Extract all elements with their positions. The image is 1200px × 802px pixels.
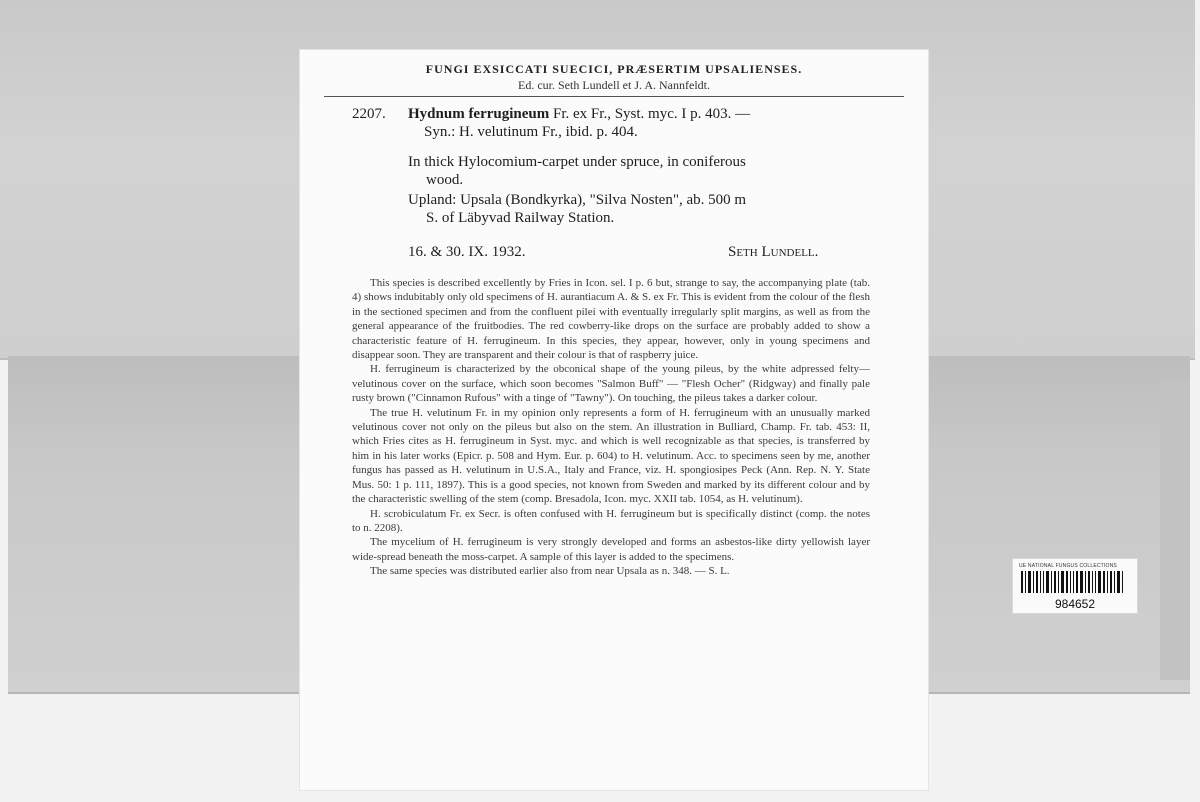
synonym: Syn.: H. velutinum Fr., ibid. p. 404. <box>424 124 638 140</box>
note-paragraph: The same species was distributed earlier also from near Upsala as n. 348. — S. L. <box>370 565 730 578</box>
barcode-label <box>1012 558 1138 614</box>
header-rule <box>324 96 904 97</box>
note-paragraph: The true H. velutinum Fr. in my opinion only represents a form of H. ferrugineum with an unusually marked velutinous cover not only on the pileus but also on the stem. An illustration in Bulliard, Champ. Fr. tab. 453: II, which Fries cites as H. ferrugineum in Syst. myc. and which is well recognizable as that species, is transferred by him in his later works (Epicr. p. 508 and Hym. Eur. p. 604) to H. velutinum. Acc. to specimens seen by me, another fungus has passed as H. velutinum in U.S.A., Italy and France, viz. H. spongiosipes Peck (Ann. Rep. N. Y. State Mus. 50: 1 p. 111, 1897). This is a good species, not known from Sweden and marked by its different colour and by the characteristic swelling of the stem (comp. Bresadola, Icon. myc. XXII tab. 1054, as H. velutinum). <box>352 406 870 506</box>
species-citation: Fr. ex Fr., Syst. myc. I p. 403. — <box>553 106 751 122</box>
collector-name: Seth Lundell. <box>728 244 819 260</box>
series-editors: Ed. cur. Seth Lundell et J. A. Nannfeldt. <box>518 78 710 92</box>
locality-line-2: S. of Läbyvad Railway Station. <box>426 210 615 226</box>
barcode-number: 984652 <box>1054 597 1096 611</box>
barcode-icon <box>1021 571 1129 593</box>
specimen-label-sheet <box>300 50 928 790</box>
note-paragraph: H. scrobiculatum Fr. ex Secr. is often confused with H. ferrugineum but is specifically distinct (comp. the notes to n. 2208). <box>352 507 870 534</box>
exsiccata-number: 2207. <box>352 106 386 122</box>
series-title: FUNGI EXSICCATI SUECICI, PRÆSERTIM UPSALIENSES. <box>425 62 803 76</box>
note-paragraph: The mycelium of H. ferrugineum is very strongly developed and forms an asbestos-like dirty yellowish layer wide-spread beneath the moss-carpet. A sample of this layer is added to the specimens. <box>352 536 870 563</box>
taxonomic-notes <box>352 276 870 579</box>
note-paragraph: This species is described excellently by Fries in Icon. sel. I p. 6 but, strange to say, the accompanying plate (tab. 4) shows indubitably only old specimens of H. aurantiacum A. & S. ex Fr. This is evident from the colour of the flesh in the sectioned specimen and from the confluent pilei with eventually irregularly split margins, as well as from the general appearance of the fruitbodies. The red cowberry-like drops on the surface are probably added to show a characteristic feature of H. ferrugineum. In this species, they appear, however, only in young specimens and disappear soon. They are transparent and their colour is that of raspberry juice. <box>352 277 870 362</box>
locality-line-1: Upland: Upsala (Bondkyrka), "Silva Nosten", ab. 500 m <box>408 192 747 208</box>
collection-name: UE NATIONAL FUNGUS COLLECTIONS <box>1019 563 1117 569</box>
species-name: Hydnum ferrugineum <box>408 106 550 122</box>
habitat-line-1: In thick Hylocomium-carpet under spruce, in coniferous <box>408 154 746 170</box>
habitat-line-2: wood. <box>426 172 464 188</box>
note-paragraph: H. ferrugineum is characterized by the obconical shape of the young pileus, by the white adpressed felty—velutinous cover on the surface, which soon becomes "Salmon Buff" — "Flesh Ocher" (Ridgway) and finally pale rusty brown ("Cinnamon Rufous" with a tinge of "Tawny"). On touching, the pileus takes a darker colour. <box>352 363 870 405</box>
packet-flap <box>1160 380 1190 680</box>
collection-date: 16. & 30. IX. 1932. <box>408 244 526 260</box>
species-line <box>408 106 750 123</box>
